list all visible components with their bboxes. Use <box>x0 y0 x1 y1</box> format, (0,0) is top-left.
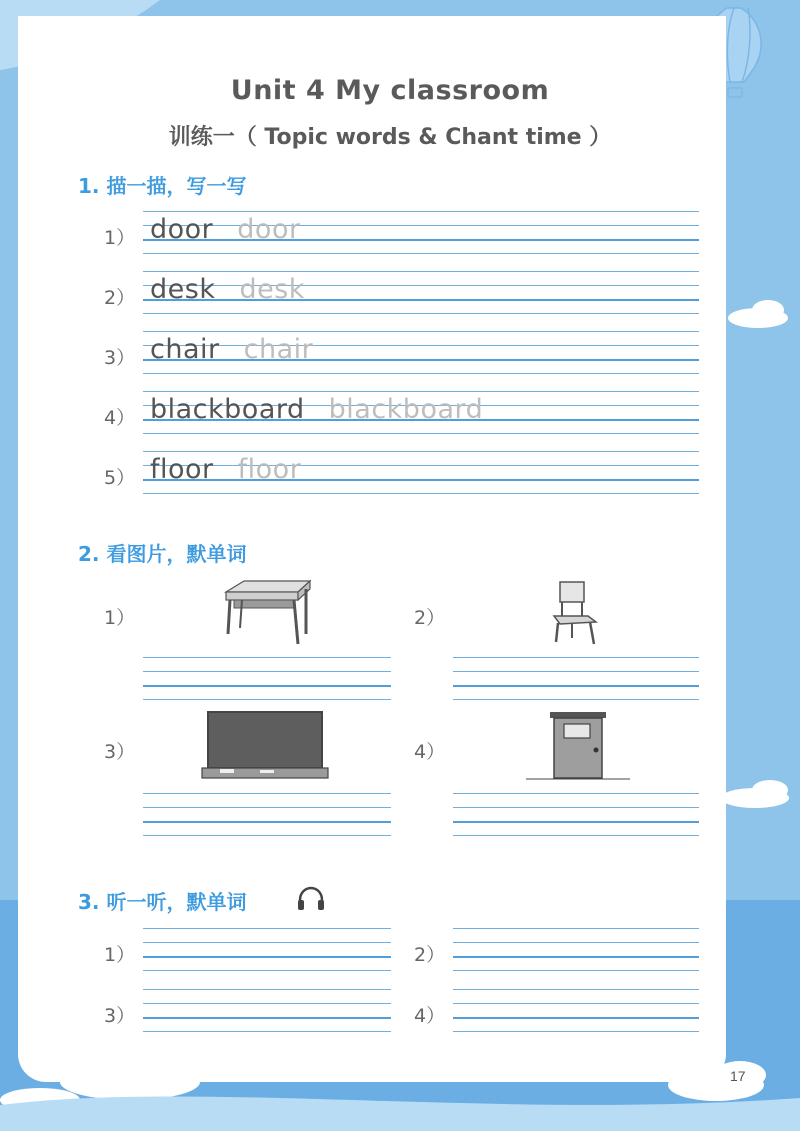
answer-lines[interactable] <box>453 989 699 1033</box>
trace-word: floor floor <box>150 454 302 485</box>
answer-lines[interactable] <box>143 657 391 701</box>
door-icon <box>526 710 630 782</box>
page-subtitle: 训练一（ Topic words & Chant time ） <box>168 125 612 150</box>
item-number: 3） <box>104 741 136 763</box>
trace-word: desk desk <box>150 274 305 305</box>
section3-heading: 3. 听一听，默单词 <box>78 890 247 914</box>
chair-icon <box>548 578 602 648</box>
item-number: 4） <box>414 1005 446 1027</box>
item-number: 1） <box>104 944 136 966</box>
item-number: 1） <box>104 607 136 629</box>
row-number: 1） <box>104 227 136 249</box>
item-number: 3） <box>104 1005 136 1027</box>
section2-heading: 2. 看图片，默单词 <box>78 542 247 566</box>
page-number: 17 <box>730 1068 746 1084</box>
item-number: 2） <box>414 944 446 966</box>
blackboard-icon <box>200 710 330 782</box>
answer-lines[interactable] <box>453 928 699 972</box>
page-title: Unit 4 My classroom <box>230 75 550 106</box>
answer-lines[interactable] <box>143 928 391 972</box>
answer-lines[interactable] <box>143 793 391 837</box>
headphones-icon <box>296 886 326 912</box>
row-number: 4） <box>104 407 136 429</box>
desk-icon <box>220 578 312 650</box>
section1-heading: 1. 描一描，写一写 <box>78 174 247 198</box>
answer-lines[interactable] <box>143 989 391 1033</box>
trace-word: door door <box>150 214 301 245</box>
row-number: 2） <box>104 287 136 309</box>
trace-word: blackboard blackboard <box>150 394 484 425</box>
answer-lines[interactable] <box>453 793 699 837</box>
trace-word: chair chair <box>150 334 314 365</box>
answer-lines[interactable] <box>453 657 699 701</box>
row-number: 5） <box>104 467 136 489</box>
item-number: 4） <box>414 741 446 763</box>
item-number: 2） <box>414 607 446 629</box>
row-number: 3） <box>104 347 136 369</box>
